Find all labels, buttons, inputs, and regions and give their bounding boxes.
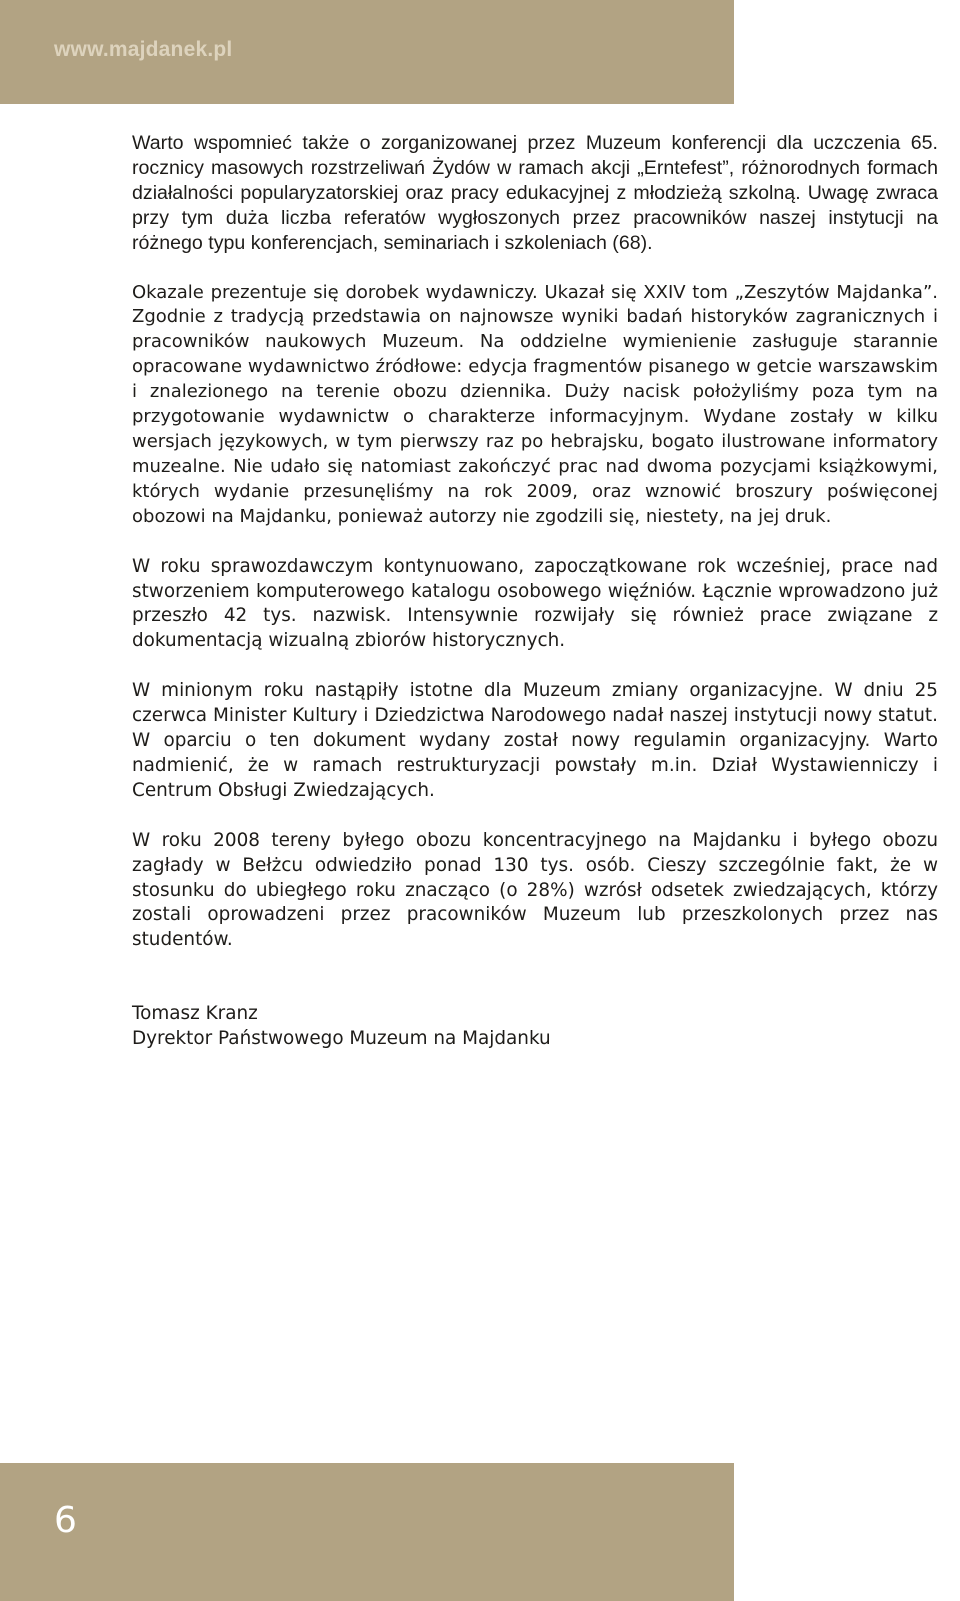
document-body — [132, 131, 938, 1052]
paragraph-catalogue: W roku sprawozdawczym kontynuowano, zapoczątkowane rok wcześniej, prace nad stworzeniem komputerowego katalogu osobowego więźniów. Łącznie wprowadzono już przeszło 42 tys. nazwisk. Intensywnie rozwijały się również prace związane z dokumentacją wizualną zbiorów historycznych. — [132, 555, 938, 652]
header-band — [0, 0, 734, 104]
page-number: 6 — [54, 1500, 77, 1541]
footer-band — [0, 1463, 734, 1601]
signature-title: Dyrektor Państwowego Muzeum na Majdanku — [132, 1028, 551, 1050]
paragraph-publications: Okazale prezentuje się dorobek wydawniczy. Ukazał się XXIV tom „Zeszytów Majdanka”. Zgodnie z tradycją przedstawia on najnowsze wyniki badań historyków zagranicznych i pracowników naukowych Muzeum. Na oddzielne wymienienie zasługuje starannie opracowane wydawnictwo źródłowe: edycja fragmentów pisanego w getcie warszawskim i znalezionego na terenie obozu dziennika. Duży nacisk położyliśmy poza tym na przygotowanie wydawnictw o charakterze informacyjnym. Wydane zostały w kilku wersjach językowych, w tym pierwszy raz po hebrajsku, bogato ilustrowane informatory muzealne. Nie udało się natomiast zakończyć prac nad dwoma pozycjami książkowymi, których wydanie przesunęliśmy na rok 2009, oraz wznowić broszury poświęconej obozowi na Majdanku, ponieważ autorzy nie zgodzili się, niestety, na jej druk. — [132, 281, 938, 527]
paragraph-conferences: Warto wspomnieć także o zorganizowanej przez Muzeum konferencji dla uczczenia 65. rocznicy masowych rozstrzeliwań Żydów w ramach akcji „Erntefest”, różnorodnych formach działalności popularyzatorskiej oraz pracy edukacyjnej z młodzieżą szkolną. Uwagę zwraca przy tym duża liczba referatów wygłoszonych przez pracowników naszej instytucji na różnego typu konferencjach, seminariach i szkoleniach (68). — [132, 132, 938, 254]
paragraph-visitors: W roku 2008 tereny byłego obozu koncentracyjnego na Majdanku i byłego obozu zagłady w Bełżcu odwiedziło ponad 130 tys. osób. Cieszy szczególnie fakt, że w stosunku do ubiegłego roku znacząco (o 28%) wzrósł odsetek zwiedzających, którzy zostali oprowadzeni przez pracowników Muzeum lub przeszkolonych przez nas studentów. — [132, 829, 938, 951]
signature-name: Tomasz Kranz — [132, 1003, 258, 1025]
site-url: www.majdanek.pl — [54, 38, 233, 61]
signature-block — [132, 1002, 938, 1052]
paragraph-organizational-changes: W minionym roku nastąpiły istotne dla Muzeum zmiany organizacyjne. W dniu 25 czerwca Minister Kultury i Dziedzictwa Narodowego nadał naszej instytucji nowy statut. W oparciu o ten dokument wydany został nowy regulamin organizacyjny. Warto nadmienić, że w ramach restrukturyzacji powstały m.in. Dział Wystawienniczy i Centrum Obsługi Zwiedzających. — [132, 680, 938, 801]
